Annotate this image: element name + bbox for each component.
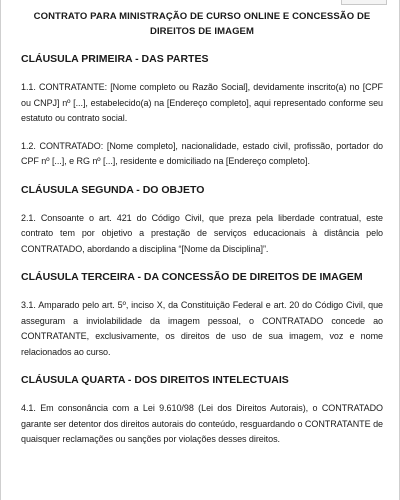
document-body (21, 9, 383, 448)
clause-paragraph-1-2: 1.2. CONTRATADO: [Nome completo], nacionalidade, estado civil, profissão, portador do CPF nº [...], e RG nº [...], residente e domiciliado na [Endereço completo]. (21, 140, 383, 166)
page-corner-tab (341, 0, 387, 5)
document-title: CONTRATO PARA MINISTRAÇÃO DE CURSO ONLINE E CONCESSÃO DE DIREITOS DE IMAGEM (33, 11, 371, 37)
clause-paragraph-2-1: 2.1. Consoante o art. 421 do Código Civil, que preza pela liberdade contratual, este contrato tem por objetivo a prestação de serviços educacionais à distância pelo CONTRATADO, abordando a disciplina “[Nome da Disciplina]”. (21, 212, 383, 254)
clause-paragraph-4-1: 4.1. Em consonância com a Lei 9.610/98 (Lei dos Direitos Autorais), o CONTRATADO garante ser detentor dos direitos autorais do conteúdo, resguardando o CONTRATANTE de quaisquer reclamações ou sanções por violações desses direitos. (21, 403, 383, 444)
clause-paragraph-1-1: 1.1. CONTRATANTE: [Nome completo ou Razão Social], devidamente inscrito(a) no [CPF ou CNPJ] nº [...], estabelecido(a) na [Endereço completo], aqui representado conforme seu estatuto ou contrato social. (21, 82, 383, 123)
clause-heading-terceira: CLÁUSULA TERCEIRA - DA CONCESSÃO DE DIREITOS DE IMAGEM (21, 271, 363, 283)
clause-heading-quarta: CLÁUSULA QUARTA - DOS DIREITOS INTELECTUAIS (21, 374, 289, 386)
clause-heading-segunda: CLÁUSULA SEGUNDA - DO OBJETO (21, 183, 205, 196)
clause-paragraph-3-1: 3.1. Amparado pelo art. 5º, inciso X, da Constituição Federal e art. 20 do Código Civil, que asseguram a inviolabilidade da imagem pessoal, o CONTRATADO concede ao CONTRATANTE, exclusivamente, os direitos de uso de sua imagem, voz e nome relacionados ao curso. (21, 300, 383, 357)
clause-heading-primeira: CLÁUSULA PRIMEIRA - DAS PARTES (21, 53, 209, 65)
